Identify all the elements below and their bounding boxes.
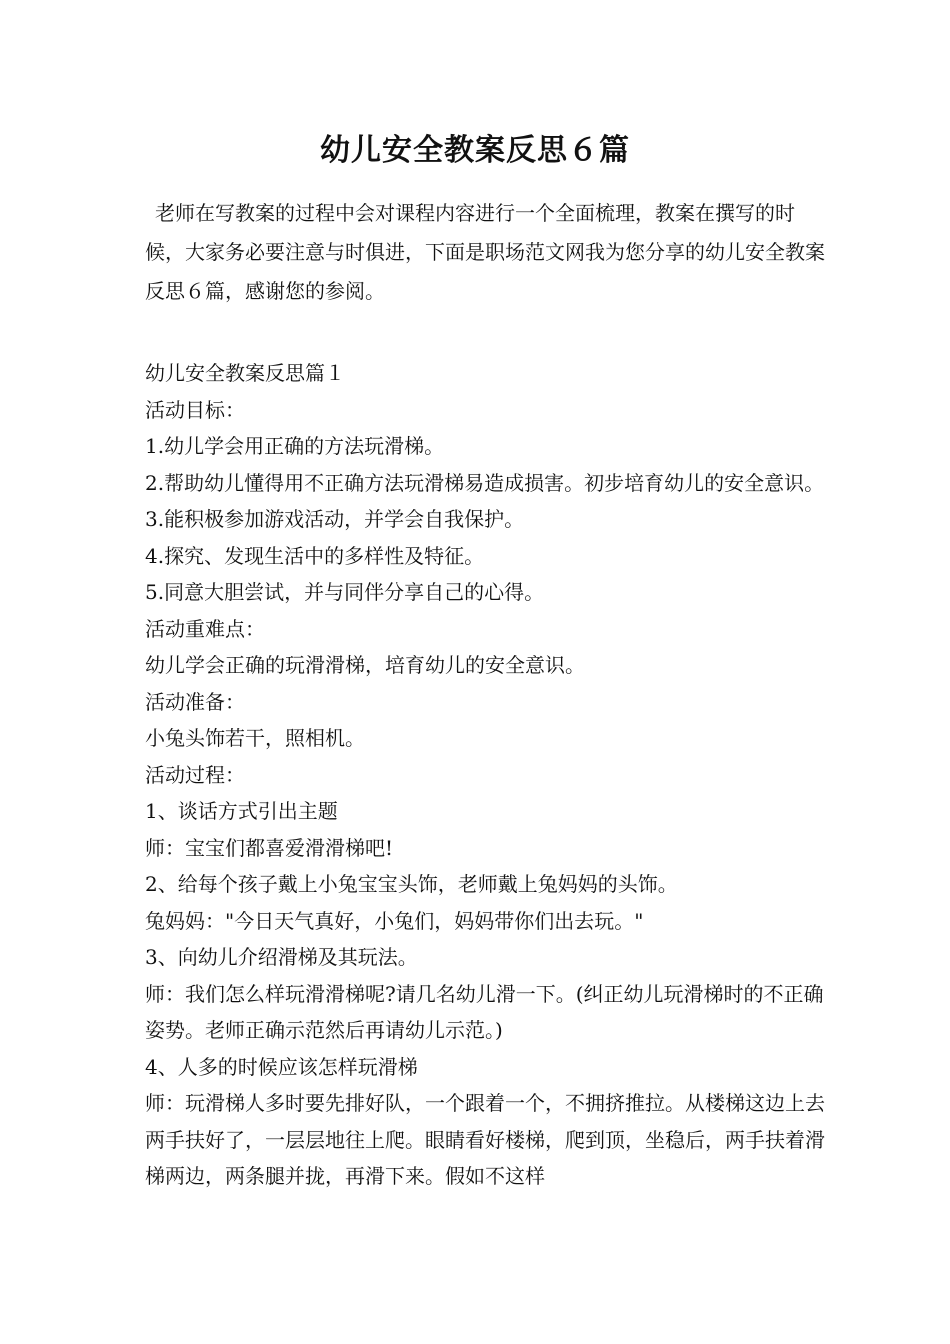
text-line: 1.幼儿学会用正确的方法玩滑梯。 (145, 434, 445, 458)
text-line: 5.同意大胆尝试，并与同伴分享自己的心得。 (145, 580, 545, 604)
paragraph-gap (145, 311, 825, 355)
text-line: 师：宝宝们都喜爱滑滑梯吧! (145, 835, 394, 860)
document-body (145, 194, 825, 1195)
text-line: 幼儿学会正确的玩滑滑梯，培育幼儿的安全意识。 (145, 653, 585, 677)
text-line: 活动重难点： (145, 616, 265, 641)
text-line: 活动过程： (145, 762, 245, 787)
text-line: 小兔头饰若干，照相机。 (145, 726, 365, 750)
text-line: 师：玩滑梯人多时要先排好队，一个跟着一个，不拥挤推拉。从楼梯这边上去两手扶好了，一层层地往上爬。眼睛看好楼梯，爬到顶，坐稳后，两手扶着滑梯两边，两条腿并拢，再滑下来。假如不这样 (145, 1091, 825, 1188)
text-line: 2、给每个孩子戴上小兔宝宝头饰，老师戴上兔妈妈的头饰。 (145, 872, 678, 896)
section-heading: 幼儿安全教案反思篇１ (145, 361, 345, 385)
text-line: 1、谈话方式引出主题 (145, 799, 338, 823)
text-line: 活动目标： (145, 397, 245, 422)
text-line: 4.探究、发现生活中的多样性及特征。 (145, 543, 485, 568)
text-line: 4、人多的时候应该怎样玩滑梯 (145, 1054, 418, 1079)
body-lines (145, 355, 825, 1195)
text-line: 3、向幼儿介绍滑梯及其玩法。 (145, 945, 418, 969)
text-line: 兔妈妈："今日天气真好，小兔们，妈妈带你们出去玩。" (145, 908, 644, 933)
document-title: 幼儿安全教案反思６篇 (320, 133, 630, 168)
text-line: 活动准备： (145, 689, 245, 714)
text-line: 2.帮助幼儿懂得用不正确方法玩滑梯易造成损害。初步培育幼儿的安全意识。 (145, 470, 825, 495)
intro-paragraph: 老师在写教案的过程中会对课程内容进行一个全面梳理，教案在撰写的时候，大家务必要注意与时俱进，下面是职场范文网我为您分享的幼儿安全教案反思６篇，感谢您的参阅。 (145, 201, 825, 303)
text-line: 3.能积极参加游戏活动，并学会自我保护。 (145, 507, 525, 531)
text-line: 师：我们怎么样玩滑滑梯呢?请几名幼儿滑一下。(纠正幼儿玩滑梯时的不正确姿势。老师正确示范然后再请幼儿示范。) (145, 981, 824, 1042)
